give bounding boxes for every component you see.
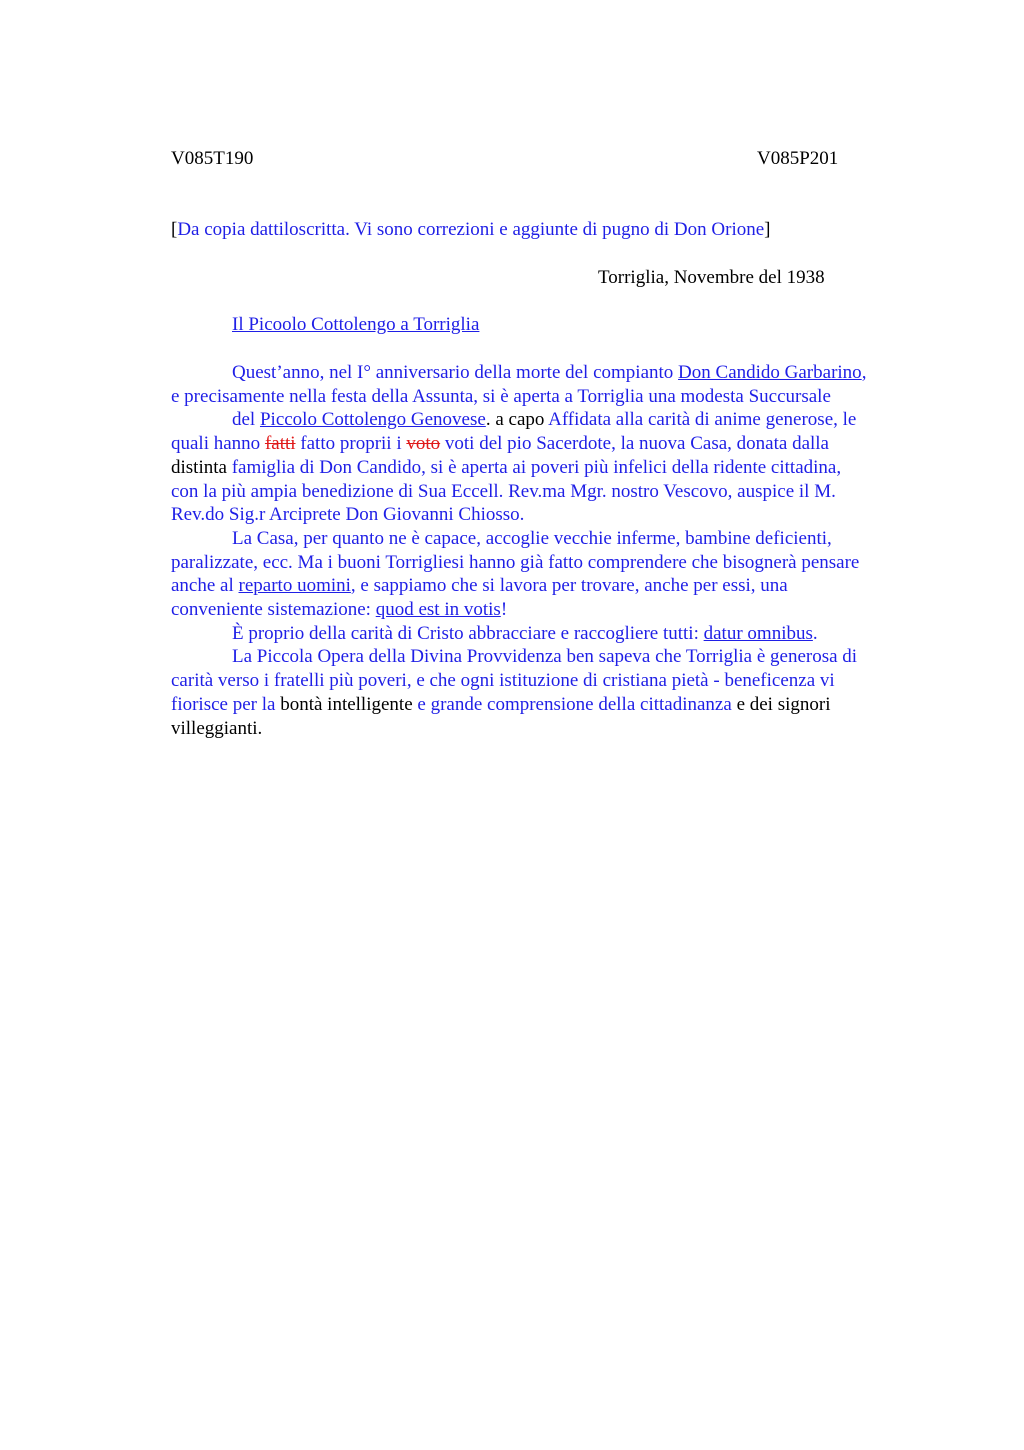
note-close-bracket: ] <box>764 219 771 240</box>
text-run: fatto proprii i <box>295 433 407 455</box>
text-run: famiglia di Don Candido, si è aperta ai poveri più infelici della ridente cittadina, <box>231 456 842 478</box>
right-archive-code: V085P201 <box>757 148 839 169</box>
body-line <box>171 574 931 598</box>
deleted-word: fatti <box>264 433 296 455</box>
underlined-name: Don Candido Garbarino <box>678 362 862 383</box>
body-line <box>171 598 931 622</box>
body-line: carità verso i fratelli più poveri, e che ogni istituzione di cristiana pietà - beneficenza vi <box>171 670 835 692</box>
body-line: con la più ampia benedizione di Sua Eccell. Rev.ma Mgr. nostro Vescovo, auspice il M. <box>171 480 836 502</box>
text-run: fiorisce per la <box>171 693 281 715</box>
dateline: Torriglia, Novembre del 1938 <box>598 267 825 288</box>
body-line: paralizzate, ecc. Ma i buoni Torrigliesi hanno già fatto comprendere che bisognerà pensare <box>171 551 860 573</box>
body-line <box>171 456 931 480</box>
typed-run: bontà intelligente <box>280 693 413 715</box>
body-line: e precisamente nella festa della Assunta, si è aperta a Torriglia una modesta Succursale <box>171 385 831 407</box>
deleted-word: voto <box>406 433 441 455</box>
document-title: Il Picoolo Cottolengo a Torriglia <box>232 314 480 335</box>
body-line: villeggianti. <box>171 717 263 739</box>
typed-run: . a capo <box>485 409 549 431</box>
text-run: quali hanno <box>171 433 265 455</box>
underlined-phrase: datur omnibus <box>703 622 813 644</box>
text-run: del <box>232 409 260 431</box>
editorial-note <box>171 218 771 241</box>
body-line: La Casa, per quanto ne è capace, accoglie vecchie inferme, bambine deficienti, <box>232 527 832 549</box>
letter-body <box>171 361 931 740</box>
text-run: , e sappiamo che si lavora per trovare, anche per essi, una <box>350 575 788 597</box>
body-line: Rev.do Sig.r Arciprete Don Giovanni Chiosso. <box>171 504 525 526</box>
text-run: e grande comprensione della cittadinanza <box>412 693 732 715</box>
text-run: . <box>812 622 818 644</box>
text-run: ! <box>500 599 508 621</box>
note-open-bracket: [ <box>171 219 178 240</box>
body-line <box>171 693 931 717</box>
underlined-phrase: quod est in votis <box>375 599 501 621</box>
body-line <box>171 361 931 385</box>
typed-run: e dei signori <box>731 693 831 715</box>
text-run: Affidata alla carità di anime generose, le <box>548 409 857 431</box>
body-line: La Piccola Opera della Divina Provvidenza ben sapeva che Torriglia è generosa di <box>232 646 858 668</box>
body-line <box>171 622 931 646</box>
underlined-name: Piccolo Cottolengo Genovese <box>259 409 486 431</box>
text-run: anche al <box>171 575 239 597</box>
text-run: , <box>861 362 867 383</box>
note-text: Da copia dattiloscritta. Vi sono correzioni e aggiunte di pugno di Don Orione <box>177 219 765 240</box>
text-run: conveniente sistemazione: <box>171 599 376 621</box>
text-run: Quest’anno, nel I° anniversario della morte del compianto <box>232 362 679 383</box>
body-line <box>171 432 931 456</box>
typed-run: distinta <box>171 456 232 478</box>
text-run: voti del pio Sacerdote, la nuova Casa, donata dalla <box>440 433 829 455</box>
left-archive-code: V085T190 <box>171 148 254 169</box>
body-line <box>171 408 931 432</box>
text-run: È proprio della carità di Cristo abbracciare e raccogliere tutti: <box>232 622 704 644</box>
underlined-phrase: reparto uomini <box>238 575 351 597</box>
